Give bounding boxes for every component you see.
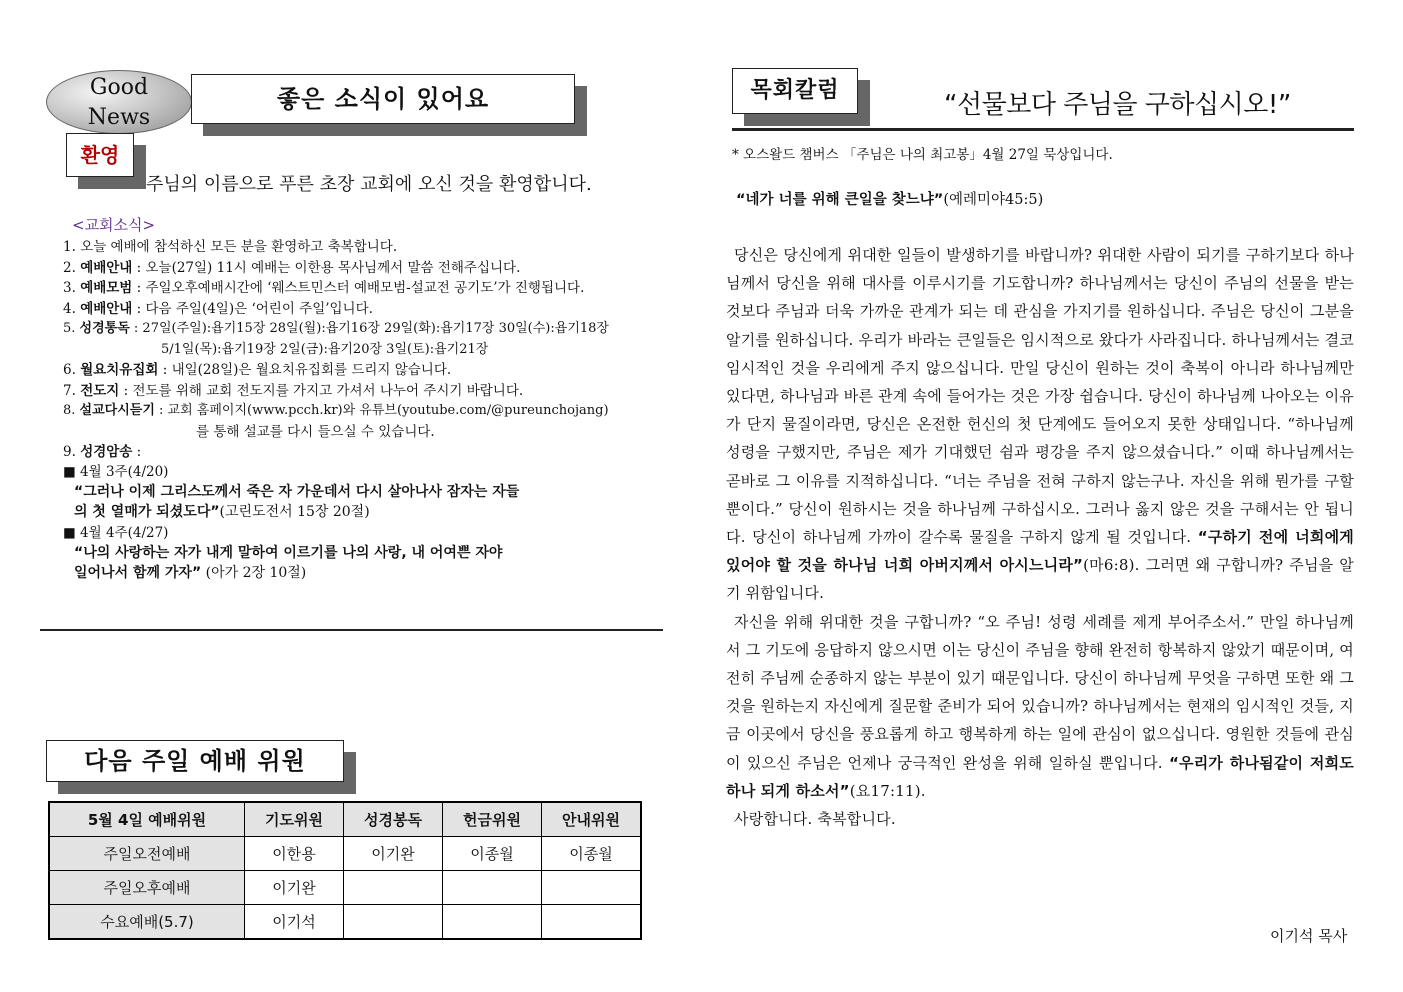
news-num: 7.	[63, 383, 76, 399]
news-text: : 다음 주일(4일)은 ‘어린이 주일’입니다.	[132, 301, 373, 317]
welcome-text: 주님의 이름으로 푸른 초장 교회에 오신 것을 환영합니다.	[146, 174, 592, 195]
column-title: “선물보다 주님을 구하십시오!”	[944, 90, 1291, 120]
memory-verse-line	[74, 563, 306, 584]
table-header: 5월 4일 예배위원	[49, 802, 245, 837]
good-news-title-box	[191, 74, 575, 124]
news-text: :	[132, 444, 142, 460]
badge-line2: News	[87, 105, 151, 130]
table-header: 안내위원	[542, 802, 642, 837]
news-num: 4.	[63, 301, 76, 317]
column-body	[726, 241, 1354, 833]
table-cell	[443, 905, 542, 940]
news-label: 전도지	[80, 383, 120, 399]
memory-verse-ref: (아가 2장 10절)	[201, 565, 307, 581]
news-text: : 교회 홈페이지(www.pcch.kr)와 유튜브(youtube.com/@pureunchojang)	[154, 403, 609, 418]
news-item	[63, 401, 609, 422]
news-item-continued	[196, 422, 435, 443]
key-verse-ref: (예레미야45:5)	[943, 192, 1044, 208]
column-key-verse	[736, 188, 1043, 209]
news-num: 8.	[63, 403, 76, 418]
news-label: 성경통독	[79, 321, 130, 336]
table-cell: 주일오후예배	[49, 871, 245, 905]
section-divider	[40, 629, 663, 631]
welcome-label: 환영	[80, 143, 120, 167]
column-label: 목회칼럼	[750, 78, 840, 103]
news-num: 3.	[63, 280, 76, 296]
table-row	[49, 905, 641, 940]
news-num: 1.	[63, 239, 76, 255]
news-label: 예배안내	[80, 260, 133, 276]
table-cell: 이종월	[542, 837, 642, 871]
memory-verse-line: “그러나 이제 그리스도께서 죽은 자 가운데서 다시 살아나사 잠자는 자들	[74, 484, 520, 500]
memory-verse-line	[74, 502, 370, 523]
column-label-box	[732, 68, 858, 114]
memory-verse-line: “나의 사랑하는 자가 내게 말하여 이르기를 나의 사랑, 내 어여쁜 자야	[74, 545, 503, 561]
news-text: 오늘 예배에 참석하신 모든 분을 환영하고 축복합니다.	[80, 239, 398, 255]
news-label: 성경암송	[80, 444, 133, 460]
table-cell: 이기석	[245, 905, 344, 940]
news-label: 예배안내	[80, 301, 133, 317]
good-news-title: 좋은 소식이 있어요	[276, 85, 490, 113]
table-cell	[344, 871, 443, 905]
paragraph-quote: “구하기 전에 너희에게 있어야 할 것을 하나님 너희 아버지께서 아시느니라”	[726, 528, 1354, 575]
news-label: 예배모범	[80, 280, 133, 296]
table-cell: 이기완	[344, 837, 443, 871]
table-cell: 주일오전예배	[49, 837, 245, 871]
table-header: 성경봉독	[344, 802, 443, 837]
memory-week: ■ 4월 3주(4/20)	[63, 464, 169, 480]
memory-verse-text: 의 첫 열매가 되셨도다”	[74, 504, 220, 520]
news-text: : 전도를 위해 교회 전도지를 가지고 가셔서 나누어 주시기 바랍니다.	[119, 383, 524, 399]
news-item	[63, 319, 609, 340]
news-label: 설교다시듣기	[79, 403, 155, 418]
paragraph-text: 자신을 위해 위대한 것을 구합니까? “오 주님! 성령 세례를 제게 부어주소서.” 만일 하나님께서 그 기도에 응답하지 않으시면 이는 당신이 주님을 향해 완전히 항복하지 않았기 때문이며, 여전히 주님께 순종하지 않는 부분이 있기 때문입니다. 당신이 하나님께 무엇을 구하면 또한 왜 그것을 원하는지 자신에게 질문할 준비가 되어 있습니까? 하나님께서는 현재의 임시적인 것들, 지금 이곳에서 당신을 풍요롭게 하고 행복하게 하는 일에 관심이 없으십니다. 영원한 것들에 관심이 있으신 주님은 언제나 궁극적인 완성을 위해 일하실 뿐입니다.	[726, 612, 1354, 772]
news-num: 2.	[63, 260, 76, 276]
news-text: : 주일오후예배시간에 ‘웨스트민스터 예배모범-설교전 공기도’가 진행됩니다.	[132, 280, 585, 296]
news-num: 6.	[63, 362, 76, 378]
table-cell	[542, 871, 642, 905]
badge-line1: Good	[89, 75, 149, 100]
news-text: : 27일(주일):욥기15장 28일(월):욥기16장 29일(화):욥기17장 30일(수):욥기18장	[129, 321, 609, 336]
news-text: 를 통해 설교를 다시 들으실 수 있습니다.	[196, 424, 435, 440]
news-text: : 오늘(27일) 11시 예배는 이한용 목사님께서 말씀 전해주십니다.	[132, 260, 521, 276]
title-rule	[732, 128, 1354, 131]
news-item	[63, 299, 373, 320]
table-cell	[542, 905, 642, 940]
table-row	[49, 871, 641, 905]
news-text: 5/1일(목):욥기19장 2일(금):욥기20장 3일(토):욥기21장	[161, 342, 489, 357]
next-worship-title: 다음 주일 예배 위원	[84, 747, 306, 775]
column-paragraph	[726, 608, 1354, 805]
table-header-row	[49, 802, 641, 837]
good-news-badge	[46, 70, 192, 134]
news-num: 5.	[63, 321, 76, 336]
table-cell: 이기완	[245, 871, 344, 905]
paragraph-text: 당신은 당신에게 위대한 일들이 발생하기를 바랍니까? 위대한 사람이 되기를 구하기보다 하나님께서 당신을 위해 대사를 이루시기를 기도합니까? 하나님께서는 당신이 주님의 선물을 받는 것보다 주님과 더욱 가까운 관계가 되는 데 관심을 가지기를 원하십니다. 주님은 당신이 그분을 알기를 원하십니다. 우리가 바라는 큰일들은 임시적으로 왔다가 사라집니다. 하나님께서는 결코 임시적인 것을 우리에게 주지 않으십니다. 만일 당신이 원하는 것이 축복이 아니라 하나님께만 있다면, 하나님과 바른 관계 속에 들어가는 것은 가장 쉽습니다. 당신이 하나님께 나아오는 이유가 단지 물질이라면, 당신은 온전한 헌신의 첫 단계에도 들어오지 못한 상태입니다. “하나님께 성령을 구했지만, 주님은 제가 기대했던 쉼과 평강을 주지 않으셨습니다.” 이때 하나님께서는 곧바로 그 이유를 지적하십니다. “너는 주님을 전혀 구하지 않는구나. 자신을 위해 뭔가를 구할 뿐이다.” 당신이 원하시는 것을 하나님께 구하십시오. 그러나 옳지 않은 것을 구해서는 안 됩니다. 당신이 하나님께 가까이 갈수록 물질을 구하지 않게 될 것입니다.	[726, 246, 1354, 547]
welcome-label-box	[66, 133, 134, 177]
news-item	[63, 381, 523, 402]
news-item	[63, 442, 141, 463]
next-worship-title-box	[46, 740, 344, 782]
worship-duty-table	[48, 801, 642, 940]
table-cell	[344, 905, 443, 940]
memory-verse-ref: (고린도전서 15장 20절)	[219, 504, 370, 520]
paragraph-quote: “우리가 하나됨같이 저희도 하나 되게 하소서”	[726, 753, 1355, 800]
paragraph-text: (마6:8). 그러면 왜 구합니까? 주님을 알기 위함입니다.	[726, 556, 1354, 603]
table-header: 기도위원	[245, 802, 344, 837]
news-item	[63, 258, 520, 279]
author-signature: 이기석 목사	[1270, 927, 1348, 945]
paragraph-text: (요17:11).	[849, 781, 926, 800]
news-item	[63, 237, 397, 258]
column-source: * 오스왈드 챔버스 「주님은 나의 최고봉」4월 27일 묵상입니다.	[732, 147, 1113, 163]
table-cell: 수요예배(5.7)	[49, 905, 245, 940]
news-item	[63, 360, 451, 381]
column-paragraph	[726, 241, 1354, 608]
table-cell: 이한용	[245, 837, 344, 871]
table-row	[49, 837, 641, 871]
column-paragraph: 사랑합니다. 축복합니다.	[734, 810, 896, 829]
news-label: 월요치유집회	[80, 362, 159, 378]
memory-verse-text: 일어나서 함께 가자”	[74, 565, 202, 581]
news-text: : 내일(28일)은 월요치유집회를 드리지 않습니다.	[158, 362, 452, 378]
memory-week: ■ 4월 4주(4/27)	[63, 525, 169, 541]
news-item-continued	[161, 340, 488, 361]
table-cell	[443, 871, 542, 905]
table-header: 헌금위원	[443, 802, 542, 837]
news-num: 9.	[63, 444, 76, 460]
news-heading: <교회소식>	[72, 216, 156, 234]
key-verse-text: “네가 너를 위해 큰일을 찾느냐”	[736, 192, 944, 208]
news-item	[63, 278, 584, 299]
table-cell: 이종월	[443, 837, 542, 871]
